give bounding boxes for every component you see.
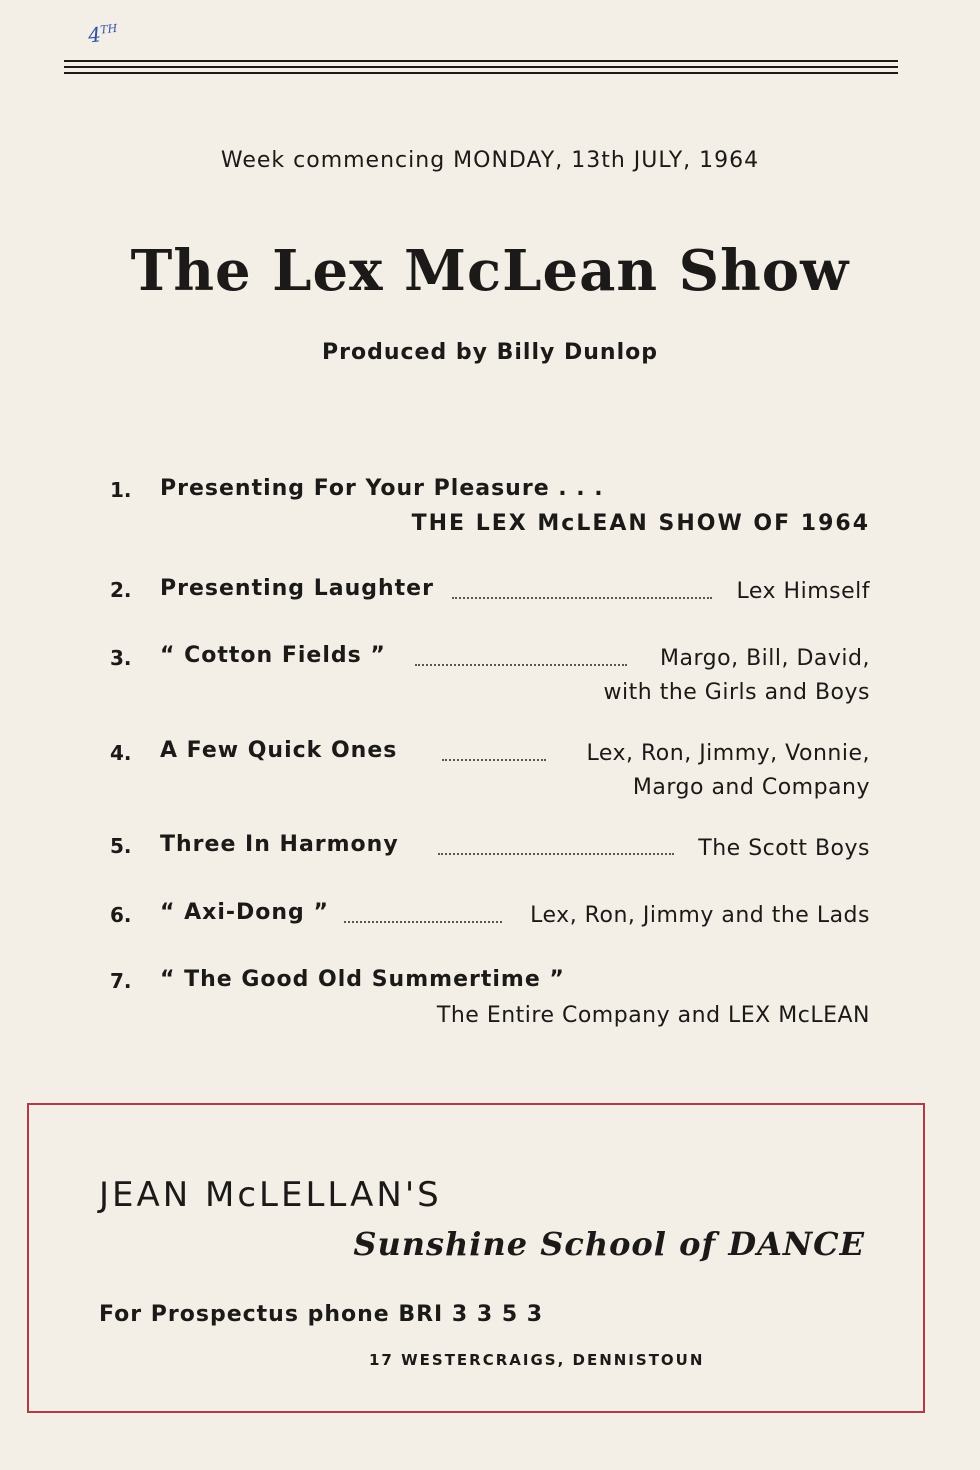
item-1-title: Presenting For Your Pleasure . . . [160, 476, 604, 501]
item-7-title: “ The Good Old Summertime ” [160, 967, 565, 992]
handwritten-note [87, 21, 119, 48]
item-1-number: 1. [110, 478, 132, 502]
top-rule-3 [64, 72, 898, 74]
producer-line: Produced by Billy Dunlop [322, 340, 658, 365]
advert-phone: For Prospectus phone BRI 3 3 5 3 [99, 1302, 544, 1327]
advert-address: 17 WESTERCRAIGS, DENNISTOUN [369, 1351, 705, 1369]
item-7-performer: The Entire Company and LEX McLEAN [436, 1003, 870, 1028]
item-6-number: 6. [110, 903, 132, 927]
item-6-title: “ Axi-Dong ” [160, 900, 329, 925]
item-5-title: Three In Harmony [160, 832, 399, 857]
item-7-number: 7. [110, 969, 132, 993]
item-3-performer-line2: with the Girls and Boys [603, 680, 870, 705]
item-4-performer: Lex, Ron, Jimmy, Vonnie, [586, 741, 870, 766]
item-6-leader-dots [344, 921, 502, 923]
item-3-number: 3. [110, 646, 132, 670]
item-5-leader-dots [438, 853, 674, 855]
top-rule-1 [64, 60, 898, 62]
advert-subtitle: Sunshine School of DANCE [353, 1225, 865, 1263]
item-4-leader-dots [442, 759, 546, 761]
item-4-number: 4. [110, 741, 132, 765]
handnote-main: 4 [86, 22, 103, 48]
item-3-title: “ Cotton Fields ” [160, 643, 386, 668]
item-2-number: 2. [110, 578, 132, 602]
week-commencing: Week commencing MONDAY, 13th JULY, 1964 [220, 148, 760, 173]
item-5-number: 5. [110, 834, 132, 858]
top-rule-2 [64, 66, 898, 68]
item-4-performer-line2: Margo and Company [632, 775, 870, 800]
item-2-leader-dots [452, 597, 712, 599]
item-2-title: Presenting Laughter [160, 576, 434, 601]
item-1-performer: THE LEX McLEAN SHOW OF 1964 [411, 511, 870, 536]
item-3-performer: Margo, Bill, David, [660, 646, 870, 671]
item-2-performer: Lex Himself [736, 579, 870, 604]
advert-name: JEAN McLELLAN'S [99, 1175, 442, 1215]
show-title: The Lex McLean Show [130, 238, 850, 304]
item-3-leader-dots [415, 664, 627, 666]
item-5-performer: The Scott Boys [698, 836, 870, 861]
item-4-title: A Few Quick Ones [160, 738, 398, 763]
handnote-sup: TH [99, 21, 118, 37]
item-6-performer: Lex, Ron, Jimmy and the Lads [530, 903, 870, 928]
dance-school-advert [27, 1103, 925, 1413]
